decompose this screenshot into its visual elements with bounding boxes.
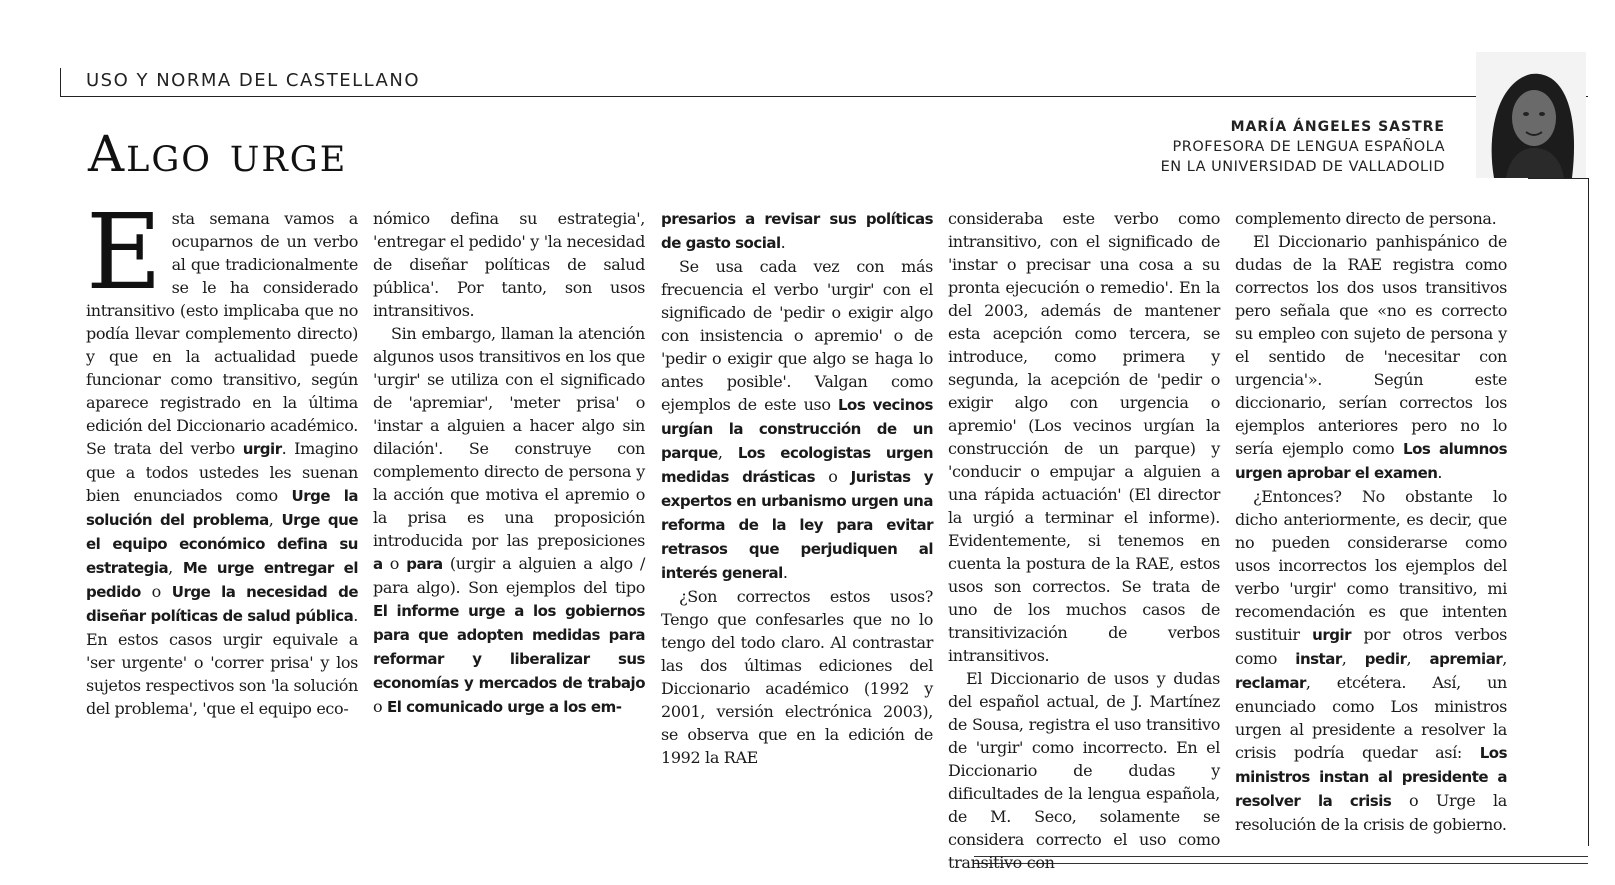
bold-example: apremiar	[1429, 650, 1503, 668]
bold-example: Me urge entregar el pedido	[86, 559, 358, 601]
bold-example: Urge que el equipo económico defina su estrategia	[86, 511, 358, 577]
paragraph	[1235, 485, 1507, 836]
bold-example: a	[373, 555, 383, 573]
text-run: o	[382, 554, 407, 573]
bold-example: Urge la solución del problema	[86, 487, 358, 529]
paragraph: nómico defina su estrategia', 'entregar el pedido' y 'la necesidad de diseñar políticas de salud pública'. Por tanto, son usos intransitivos.	[373, 209, 645, 320]
paragraph: consideraba este verbo como intransitivo, con el significado de 'instar o precisar una cosa a su pronta ejecución o remedio'. En la del 2003, además de mantener esta acepción como tercera, se introduce, como primera y segunda, la acepción de 'pedir o exigir algo con urgencia o apremio' (Los vecinos urgían la construcción de un parque) y 'conducir o empujar a alguien a una rápida actuación' (El director la urgió a terminar el informe). Evidentemente, si tenemos en cuenta la postura de la RAE, estos usos son correctos. Se trata de uno de los muchos casos de transitivización de verbos intransitivos.	[948, 209, 1220, 665]
bold-example: Juristas y expertos en urbanismo urgen una reforma de la ley para evitar retrasos que perjudiquen al interés general	[661, 468, 933, 582]
bold-example: pedir	[1364, 650, 1407, 668]
author-name: MARÍA ÁNGELES SASTRE	[1230, 119, 1445, 135]
bold-example: reclamar	[1235, 674, 1306, 692]
headline: Algo urge	[88, 125, 348, 183]
text-run: ,	[1406, 649, 1430, 668]
text-run: ,	[1341, 649, 1365, 668]
text-run: El Diccionario panhispánico de dudas de la RAE registra como correctos los dos usos transitivos pero señala que «no es correcto su empleo con sujeto de persona y el sentido de 'necesitar con urgencia'». Según este diccionario, serían correctos los ejemplos anteriores pero no lo sería ejemplo como	[1235, 232, 1507, 458]
text-run: ,	[168, 558, 183, 577]
byline	[1161, 117, 1445, 177]
text-run: sta semana vamos a ocuparnos de un verbo al que tradicionalmente se le ha considerado intransitivo (esto implicaba que no podía llevar complemento directo) y que en la actualidad puede funcionar como transitivo, según aparece registrado en la última edición del Diccionario académico. Se trata del verbo	[86, 209, 358, 458]
bold-example: presarios a revisar sus políticas de gasto social	[661, 210, 933, 252]
drop-cap: E	[86, 191, 162, 313]
bold-example: Los vecinos urgían la construcción de un parque	[661, 396, 933, 462]
frame-left-rule	[60, 68, 61, 96]
bold-example: instar	[1295, 650, 1342, 668]
author-photo	[1476, 52, 1586, 178]
bold-example: urgir	[242, 440, 282, 458]
author-role-line1: PROFESORA DE LENGUA ESPAÑOLA	[1172, 139, 1445, 155]
bold-example: Los ministros instan al presidente a resolver la crisis	[1235, 744, 1507, 810]
text-run: .	[782, 563, 788, 582]
text-run: ,	[268, 510, 282, 529]
text-run: o	[373, 697, 388, 716]
bold-example: urgir	[1312, 626, 1352, 644]
article-column-3	[661, 207, 933, 769]
bold-example: El comunicado urge a los em-	[387, 698, 622, 716]
article-column-1	[86, 191, 358, 720]
text-run: o Urge la resolución de la crisis de gobierno.	[1235, 791, 1507, 834]
header-rule	[60, 96, 1588, 97]
text-run: o	[140, 582, 172, 601]
text-run: ,	[1502, 649, 1507, 668]
bold-example: Urge la necesidad de diseñar políticas de salud pública	[86, 583, 358, 625]
article-column-2	[373, 207, 645, 719]
text-run: .	[780, 233, 786, 252]
author-role-line2: EN LA UNIVERSIDAD DE VALLADOLID	[1160, 159, 1445, 175]
paragraph	[373, 322, 645, 719]
text-run: Sin embargo, llaman la atención algunos usos transitivos en los que 'urgir' se utiliza con el significado de 'apremiar', 'meter prisa' o 'instar a alguien a hacer algo sin dilación'. Se construye con complemento directo de persona y la acción que motiva el apremio o la prisa es una proposición introducida por las preposiciones	[373, 324, 645, 550]
bold-example: para	[406, 555, 443, 573]
text-run: . En estos casos urgir equivale a 'ser urgente' o 'correr prisa' y los sujetos respectivos son 'la solución del problema', 'que el equipo eco-	[86, 606, 358, 718]
text-run: o	[815, 467, 851, 486]
paragraph	[661, 255, 933, 585]
bold-example: Los alumnos urgen aprobar el examen	[1235, 440, 1507, 482]
text-run: (urgir a alguien a algo / para algo). Son ejemplos del tipo	[373, 554, 645, 597]
paragraph: complemento directo de persona.	[1235, 209, 1497, 228]
text-run: . Imagino que a todos ustedes les suenan bien enunciados como	[86, 439, 358, 505]
paragraph	[86, 191, 358, 720]
paragraph	[661, 207, 933, 255]
text-run: Se usa cada vez con más frecuencia el verbo 'urgir' con el significado de 'pedir o exigir algo con insistencia o apremio' o de 'pedir o exigir que algo se haga lo antes posible'. Valgan como ejemplos de este uso	[661, 257, 933, 414]
article-column-4	[948, 207, 1220, 874]
text-run: , etcétera. Así, un enunciado como Los ministros urgen al presidente a resolver la crisis podría quedar así:	[1235, 673, 1507, 762]
paragraph	[1235, 230, 1507, 485]
bold-example: Los ecologistas urgen medidas drásticas	[661, 444, 933, 486]
bold-example: El informe urge a los gobiernos para que adopten medidas para reformar y liberalizar sus economías y mercados de trabajo	[373, 602, 645, 692]
frame-top-right-rule	[1528, 178, 1588, 179]
section-label: USO Y NORMA DEL CASTELLANO	[86, 70, 420, 91]
text-run: .	[1437, 463, 1443, 482]
text-run: por otros verbos como	[1235, 625, 1507, 668]
text-run: ¿Entonces? No obstante lo dicho anteriormente, es decir, que no pueden considerarse como usos incorrectos los ejemplos del verbo 'urgir' como transitivo, mi recomendación es que intenten sustituir	[1235, 487, 1507, 644]
paragraph: ¿Son correctos estos usos? Tengo que confesarles que no lo tengo del todo claro. Al contrastar las dos últimas ediciones del Diccionario académico (1992 y 2001, versión electrónica 2003), se observa que en la edición de 1992 la RAE	[661, 587, 933, 767]
article-column-5	[1235, 207, 1507, 836]
text-run: ,	[717, 443, 738, 462]
frame-right-rule	[1588, 178, 1589, 846]
paragraph: El Diccionario de usos y dudas del español actual, de J. Martínez de Sousa, registra el uso transitivo de 'urgir' como incorrecto. En el Diccionario de dudas y dificultades de la lengua española, de M. Seco, solamente se considera correcto el uso como transitivo con	[948, 669, 1220, 872]
